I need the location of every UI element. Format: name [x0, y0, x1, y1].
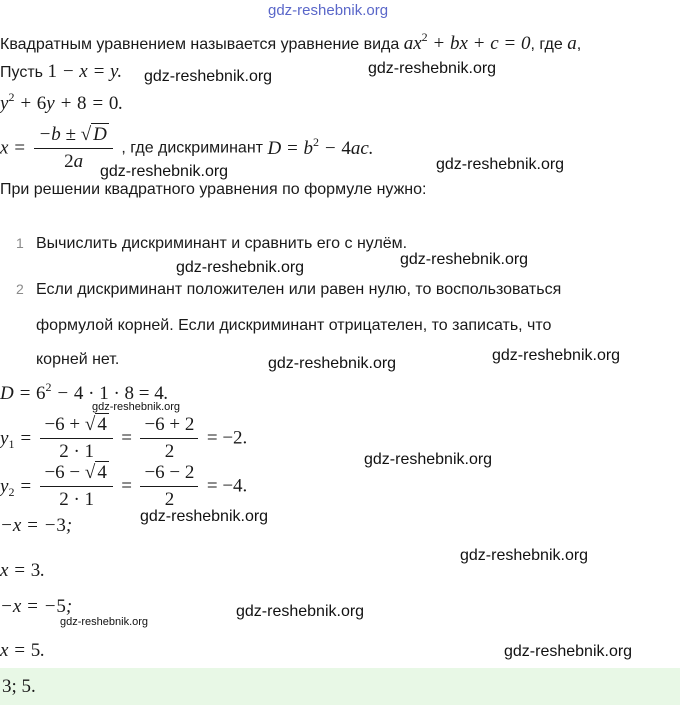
- step-number: 2: [16, 281, 24, 297]
- watermark-text: gdz-reshebnik.org: [92, 401, 181, 413]
- watermark-text: gdz-reshebnik.org: [100, 163, 229, 180]
- root-y1-line: $y_1$ = $\frac{-6 + √ 4}{2 \cdot 1}$ = $\frac{-6 + 2}{2}$ = −2.: [0, 414, 248, 462]
- step-text: Если дискриминант положителен или равен нулю, то воспользоваться: [36, 281, 562, 298]
- answer-text: 3; 5.: [2, 676, 36, 697]
- watermark-text: gdz-reshebnik.org: [268, 355, 397, 372]
- substitution-formula: 1 − x = y.: [47, 61, 123, 82]
- watermark-text: gdz-reshebnik.org: [460, 547, 589, 564]
- definition-text: Квадратным уравнением называется уравнение вида: [0, 36, 400, 53]
- watermark-text: gdz-reshebnik.org: [492, 347, 621, 364]
- quadratic-general-form: $ax^2$ + bx + c = 0: [403, 30, 531, 54]
- watermark-text: gdz-reshebnik.org: [140, 508, 269, 525]
- watermark-text: gdz-reshebnik.org: [364, 451, 493, 468]
- answer-box: [0, 668, 680, 705]
- y1-left: $y_1$ =: [0, 427, 33, 451]
- procedure-intro: При решении квадратного уравнения по формуле нужно:: [0, 181, 427, 198]
- watermark-text: gdz-reshebnik.org: [144, 68, 273, 85]
- formula-x-left: x =: [0, 137, 27, 159]
- discriminant-calculation: $D = 6^2 - 4 \cdot 1 \cdot 8 = 4$.: [0, 380, 169, 404]
- site-header-watermark: gdz-reshebnik.org: [268, 2, 389, 19]
- y2-result: = −4.: [206, 475, 248, 497]
- y2-fraction-2: $\frac{-6 - 2}{2}$: [140, 462, 198, 511]
- y1-fraction-1: $\frac{-6 + √ 4}{2 \cdot 1}$: [40, 414, 112, 463]
- step-text-continued: корней нет.: [36, 351, 120, 368]
- step-text-continued: формулой корней. Если дискриминант отрицателен, то записать, что: [36, 317, 552, 334]
- definition-tail: , где a,: [530, 33, 582, 54]
- step-text: Вычислить дискриминант и сравнить его с нулём.: [36, 235, 408, 252]
- definition-line: [0, 30, 582, 55]
- watermark-text: gdz-reshebnik.org: [176, 259, 305, 276]
- y1-fraction-2: $\frac{-6 + 2}{2}$: [140, 414, 198, 463]
- x-equation-1b: x = 3.: [0, 560, 46, 581]
- step-number: 1: [16, 235, 24, 251]
- substitution-line: [0, 62, 122, 83]
- discriminant-text: , где дискриминант: [121, 139, 263, 157]
- x-equation-2b: x = 5.: [0, 640, 46, 661]
- watermark-text: gdz-reshebnik.org: [436, 156, 565, 173]
- x-equation-2a: −x = −5;: [0, 596, 73, 617]
- watermark-text: gdz-reshebnik.org: [504, 643, 633, 660]
- y2-fraction-1: $\frac{-6 - √ 4}{2 \cdot 1}$: [40, 462, 112, 511]
- x-equation-1a: −x = −3;: [0, 515, 73, 536]
- root-y2-line: $y_2$ = $\frac{-6 - √ 4}{2 \cdot 1}$ = $\frac{-6 - 2}{2}$ = −4.: [0, 462, 248, 510]
- y2-left: $y_2$ =: [0, 475, 33, 499]
- y1-result: = −2.: [206, 427, 248, 449]
- discriminant-formula: $D = b^2 - 4ac$.: [267, 134, 374, 159]
- watermark-text: gdz-reshebnik.org: [236, 603, 365, 620]
- watermark-text: gdz-reshebnik.org: [60, 616, 149, 628]
- substitution-text: Пусть: [0, 64, 43, 81]
- quadratic-formula-fraction: $\frac{-b \pm √ D}{2a}$: [34, 124, 112, 173]
- watermark-text: gdz-reshebnik.org: [400, 251, 529, 268]
- watermark-text: gdz-reshebnik.org: [368, 60, 497, 77]
- transformed-equation: $y^2 + 6y + 8 = 0$.: [0, 90, 124, 114]
